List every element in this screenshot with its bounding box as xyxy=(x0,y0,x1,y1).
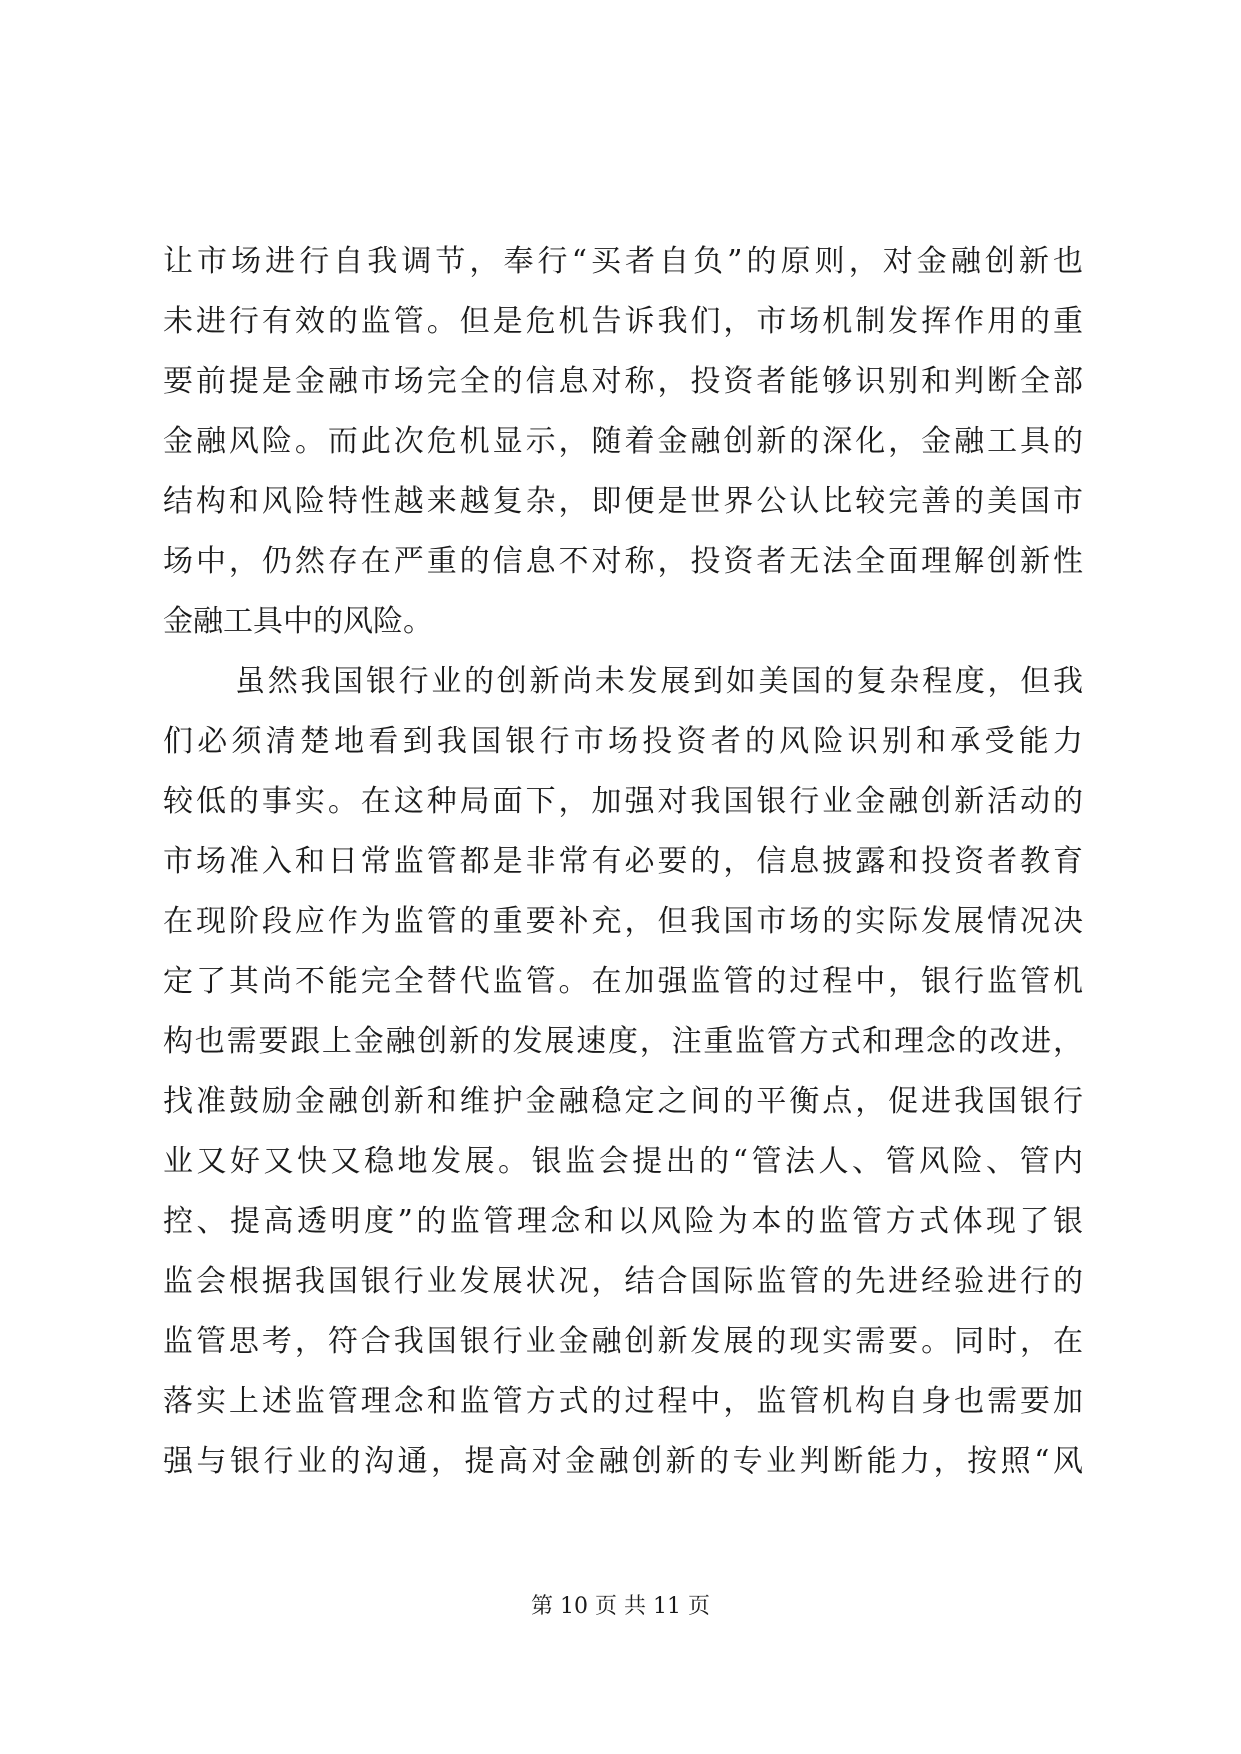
text-line: 结构和风险特性越来越复杂，即便是世界公认比较完善的美国市 xyxy=(163,484,1083,519)
text-line: 落实上述监管理念和监管方式的过程中，监管机构自身也需要加 xyxy=(163,1384,1083,1419)
text-line: 构也需要跟上金融创新的发展速度，注重监管方式和理念的改进， xyxy=(163,1024,1083,1059)
text-line: 监管思考，符合我国银行业金融创新发展的现实需要。同时，在 xyxy=(163,1324,1083,1359)
paragraph-1 xyxy=(163,232,1083,652)
paragraph-2 xyxy=(163,652,1083,1492)
text-line: 定了其尚不能完全替代监管。在加强监管的过程中，银行监管机 xyxy=(163,964,1083,999)
text-line: 在现阶段应作为监管的重要补充，但我国市场的实际发展情况决 xyxy=(163,904,1083,939)
text-line: 们必须清楚地看到我国银行市场投资者的风险识别和承受能力 xyxy=(163,724,1083,759)
text-line: 要前提是金融市场完全的信息对称，投资者能够识别和判断全部 xyxy=(163,364,1083,399)
text-line: 金融风险。而此次危机显示，随着金融创新的深化，金融工具的 xyxy=(163,424,1083,459)
text-line: 虽然我国银行业的创新尚未发展到如美国的复杂程度，但我 xyxy=(235,664,1083,699)
text-line: 业又好又快又稳地发展。银监会提出的“管法人、管风险、管内 xyxy=(163,1144,1083,1179)
text-line: 找准鼓励金融创新和维护金融稳定之间的平衡点，促进我国银行 xyxy=(163,1084,1083,1119)
text-line: 金融工具中的风险。 xyxy=(163,604,433,639)
page-number-footer: 第 10 页 共 11 页 xyxy=(531,1594,710,1619)
body-text xyxy=(163,232,1083,1492)
text-line: 强与银行业的沟通，提高对金融创新的专业判断能力，按照“风 xyxy=(163,1444,1083,1479)
text-line: 监会根据我国银行业发展状况，结合国际监管的先进经验进行的 xyxy=(163,1264,1083,1299)
text-line: 让市场进行自我调节，奉行“买者自负”的原则，对金融创新也 xyxy=(163,244,1083,279)
text-line: 较低的事实。在这种局面下，加强对我国银行业金融创新活动的 xyxy=(163,784,1083,819)
text-line: 控、提高透明度”的监管理念和以风险为本的监管方式体现了银 xyxy=(163,1204,1083,1239)
text-line: 场中，仍然存在严重的信息不对称，投资者无法全面理解创新性 xyxy=(163,544,1083,579)
text-line: 市场准入和日常监管都是非常有必要的，信息披露和投资者教育 xyxy=(163,844,1083,879)
text-line: 未进行有效的监管。但是危机告诉我们，市场机制发挥作用的重 xyxy=(163,304,1083,339)
